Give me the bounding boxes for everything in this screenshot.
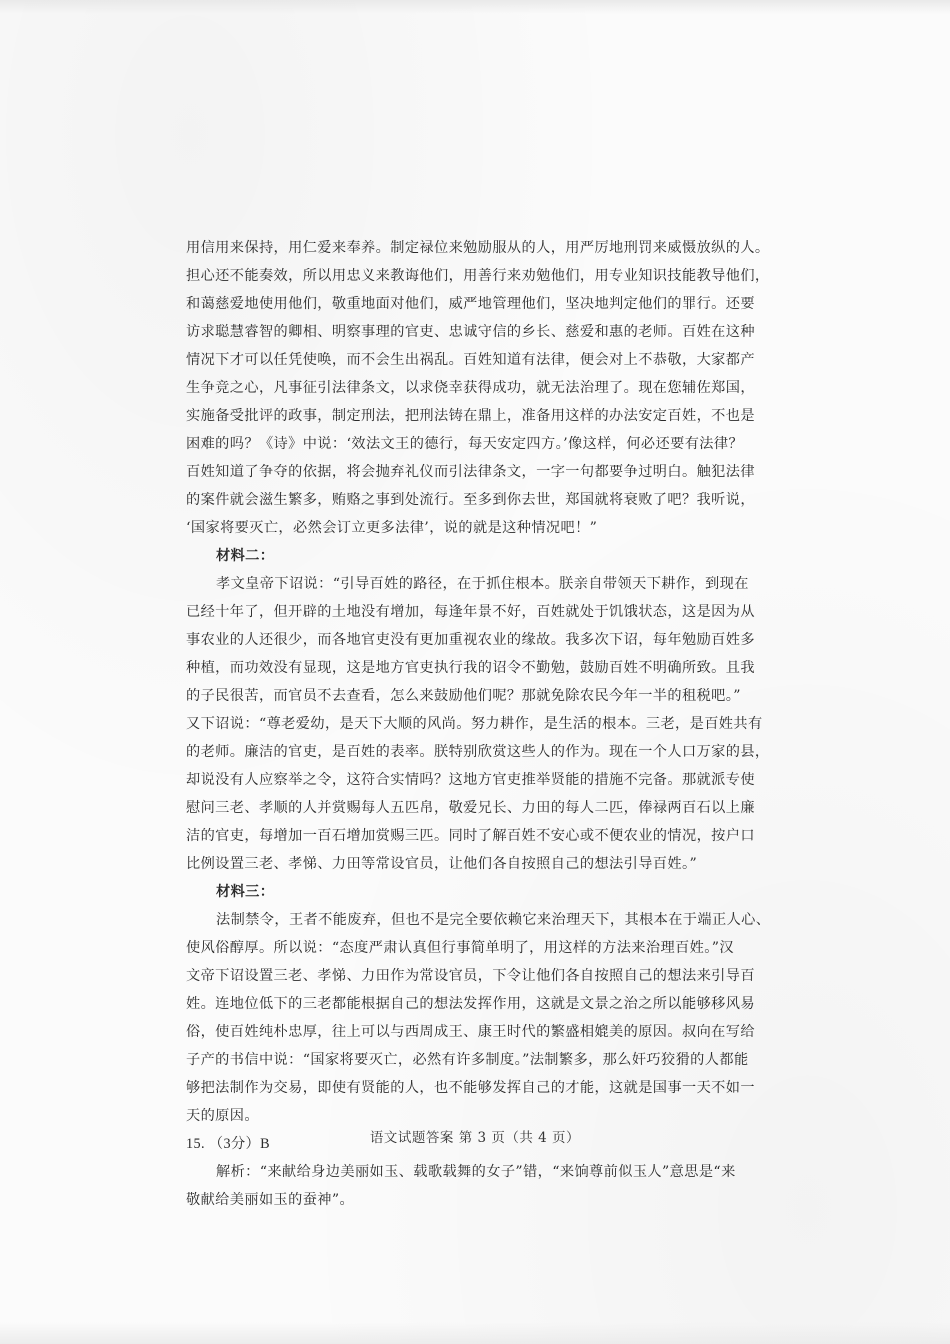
text-line: 的子民很苦，而官员不去查看，怎么来鼓励他们呢？那就免除农民今年一半的租税吧。” xyxy=(186,688,741,704)
text-line: 和蔼慈爱地使用他们，敬重地面对他们，威严地管理他们，坚决地判定他们的罪行。还要 xyxy=(186,296,755,312)
text-line: 慰问三老、孝顺的人并赏赐每人五匹帛，敬爱兄长、力田的每人二匹，俸禄两百石以上廉 xyxy=(186,800,755,816)
text-line: 子产的书信中说：“国家将要灭亡，必然有许多制度。”法制繁多，那么奸巧狡猾的人都能 xyxy=(186,1052,749,1068)
text-line: 实施备受批评的政事，制定刑法，把刑法铸在鼎上，准备用这样的办法安定百姓，不也是 xyxy=(186,408,755,424)
analysis xyxy=(186,1158,766,1214)
text-line: ‘国家将要灭亡，必然会订立更多法律’，说的就是这种情况吧！” xyxy=(186,520,598,536)
scan-shadow-bottom xyxy=(0,1322,950,1344)
text-line: 种植，而功效没有显现，这是地方官吏执行我的诏令不勤勉，鼓励百姓不明确所致。且我 xyxy=(186,660,755,676)
text-line: 姓。连地位低下的三老都能根据自己的想法发挥作用，这就是文景之治之所以能够移风易 xyxy=(186,996,755,1012)
question-15-answer: 15. （3分）B xyxy=(186,1136,271,1152)
scan-shadow-top xyxy=(0,0,950,14)
text-line: 事农业的人还很少，而各地官吏没有更加重视农业的缘故。我多次下诏，每年勉励百姓多 xyxy=(186,632,755,648)
paragraph-2 xyxy=(186,570,770,878)
text-line: 生争竞之心，凡事征引法律条文，以求侥幸获得成功，就无法治理了。现在您辅佐郑国， xyxy=(186,380,755,396)
page-footer: 语文试题答案 第 3 页（共 4 页） xyxy=(369,1130,581,1146)
text-line: 已经十年了，但开辟的土地没有增加，每逢年景不好，百姓就处于饥饿状态，这是因为从 xyxy=(186,604,755,620)
text-line: 比例设置三老、孝悌、力田等常设官员，让他们各自按照自己的想法引导百姓。” xyxy=(186,856,698,872)
material-2-heading: 材料二： xyxy=(216,548,275,564)
text-line: 困难的吗？《诗》中说：‘效法文王的德行，每天安定四方。’像这样，何必还要有法律？ xyxy=(186,436,744,452)
text-line: 百姓知道了争夺的依据，将会抛弃礼仪而引法律条文，一字一句都要争过明白。触犯法律 xyxy=(186,464,755,480)
text-line: 洁的官吏，每增加一百石增加赏赐三匹。同时了解百姓不安心或不便农业的情况，按户口 xyxy=(186,828,755,844)
text-line: 用信用来保持，用仁爱来奉养。制定禄位来勉励服从的人，用严厉地刑罚来威慑放纵的人。 xyxy=(186,240,770,256)
text-line: 够把法制作为交易，即使有贤能的人，也不能够发挥自己的才能，这就是国事一天不如一 xyxy=(186,1080,755,1096)
text-line: 解析：“来献给身边美丽如玉、载歌载舞的女子”错，“来饷尊前似玉人”意思是“来 xyxy=(216,1164,736,1180)
text-line: 访求聪慧睿智的卿相、明察事理的官吏、忠诚守信的乡长、慈爱和惠的老师。百姓在这种 xyxy=(186,324,755,340)
text-line: 文帝下诏设置三老、孝悌、力田作为常设官员，下令让他们各自按照自己的想法来引导百 xyxy=(186,968,755,984)
text-line: 使风俗醇厚。所以说：“态度严肃认真但行事简单明了，用这样的方法来治理百姓。”汉 xyxy=(186,940,734,956)
text-line: 天的原因。 xyxy=(186,1108,259,1124)
text-line: 俗，使百姓纯朴忠厚，往上可以与西周成王、康王时代的繁盛相媲美的原因。叔向在写给 xyxy=(186,1024,755,1040)
text-line: 担心还不能奏效，所以用忠义来教诲他们，用善行来劝勉他们，用专业知识技能教导他们， xyxy=(186,268,770,284)
text-line: 情况下才可以任凭使唤，而不会生出祸乱。百姓知道有法律，便会对上不恭敬，大家都产 xyxy=(186,352,755,368)
paragraph-1 xyxy=(186,234,770,542)
text-line: 敬献给美丽如玉的蚕神”。 xyxy=(186,1192,355,1208)
text-line: 却说没有人应察举之令，这符合实情吗？这地方官吏推举贤能的措施不完备。那就派专使 xyxy=(186,772,755,788)
text-line: 法制禁令，王者不能废弃，但也不是完全要依赖它来治理天下，其根本在于端正人心、 xyxy=(216,912,771,928)
answer-content xyxy=(186,234,771,1214)
paragraph-3 xyxy=(186,906,771,1130)
text-line: 又下诏说：“尊老爱幼，是天下大顺的风尚。努力耕作，是生活的根本。三老，是百姓共有 xyxy=(186,716,763,732)
text-line: 孝文皇帝下诏说：“引导百姓的路径，在于抓住根本。朕亲自带领天下耕作，到现在 xyxy=(216,576,749,592)
material-3-heading: 材料三： xyxy=(216,884,275,900)
text-line: 的案件就会滋生繁多，贿赂之事到处流行。至多到你去世，郑国就将衰败了吧？我听说， xyxy=(186,492,755,508)
text-line: 的老师。廉洁的官吏，是百姓的表率。朕特别欣赏这些人的作为。现在一个人口万家的县， xyxy=(186,744,770,760)
